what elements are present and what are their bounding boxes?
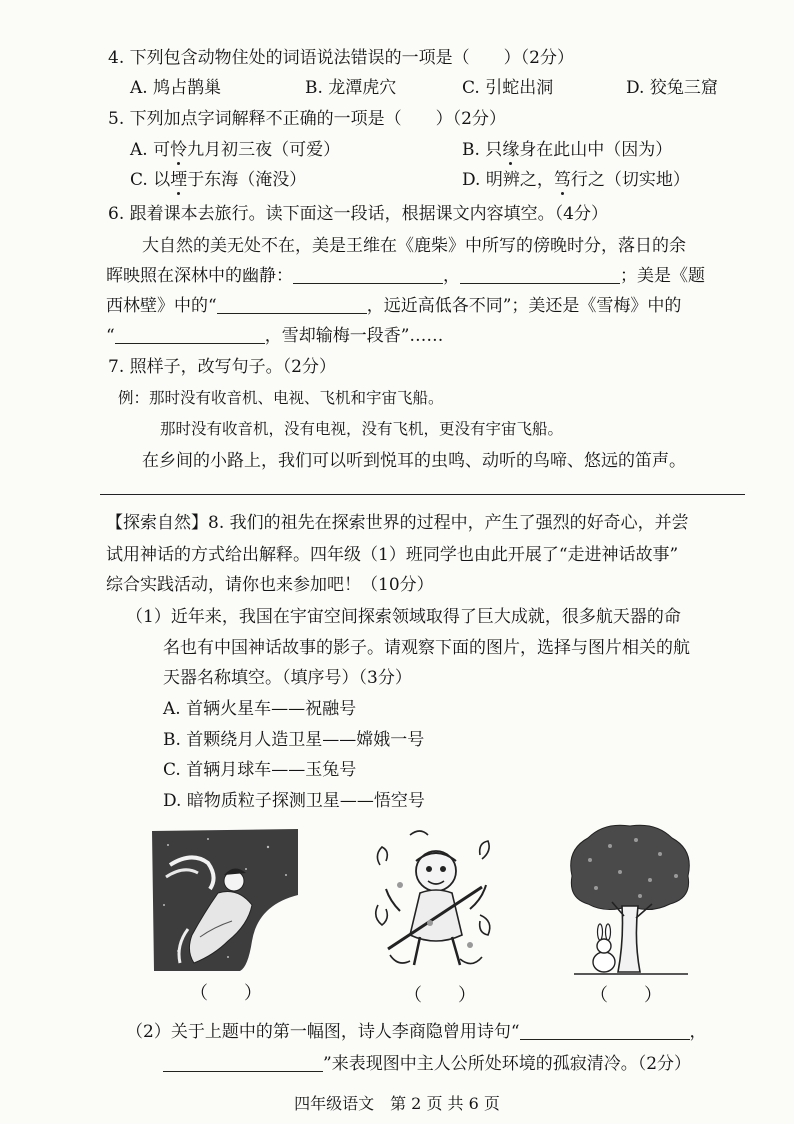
section-divider: [100, 494, 745, 495]
q5-option-b: B. 只缘身在此山中（因为）: [462, 140, 673, 160]
q8-option-a: A. 首辆火星车——祝融号: [163, 699, 357, 719]
q6-line-4: “ ，雪却输梅一段香”……: [106, 326, 444, 346]
q5-option-d: D. 明辨之，笃行之（切实地）: [462, 170, 690, 190]
q8-line-2: 试用神话的方式给出解释。四年级（1）班同学也由此开展了“走进神话故事”: [106, 545, 679, 565]
q8-line-3: 综合实践活动，请你也来参加吧！（10分）: [106, 575, 434, 595]
q6-stem: 6. 跟着课本去旅行。读下面这一段话，根据课文内容填空。（4分）: [108, 204, 608, 224]
answer-paren-2[interactable]: （ ）: [404, 985, 476, 1006]
q4-option-a: A. 鸠占鹊巢: [130, 78, 222, 98]
q8-option-d: D. 暗物质粒子探测卫星——悟空号: [163, 791, 425, 811]
q4-option-d: D. 狡兔三窟: [626, 78, 718, 98]
q4-stem: 4. 下列包含动物住处的词语说法错误的一项是（ ）（2分）: [108, 48, 574, 68]
q5-stem: 5. 下列加点字词解释不正确的一项是（ ）（2分）: [108, 109, 506, 129]
fill-blank[interactable]: [520, 1021, 690, 1040]
q6-line-2: 晖映照在深林中的幽静： ， ；美是《题: [106, 266, 705, 286]
q8-part1-line-2: 名也有中国神话故事的影子。请观察下面的图片，选择与图片相关的航: [163, 638, 690, 658]
monkey-king-picture: [370, 825, 500, 975]
fill-blank[interactable]: [460, 265, 620, 284]
dotted-char: 笃: [553, 170, 571, 190]
q8-option-b: B. 首颗绕月人造卫星——嫦娥一号: [163, 730, 425, 750]
fill-blank[interactable]: [163, 1053, 323, 1072]
q8-part2-line-2: ”来表现图中主人公所处环境的孤寂清冷。（2分）: [163, 1052, 691, 1076]
fill-blank[interactable]: [293, 265, 443, 284]
q4-option-c: C. 引蛇出洞: [462, 78, 554, 98]
dotted-char: 堙: [170, 170, 188, 190]
q8-part2-line-1: （2）关于上题中的第一幅图，诗人李商隐曾用诗句“ ，: [126, 1022, 707, 1042]
q5-option-c: C. 以堙于东海（淹没）: [130, 170, 307, 190]
page-footer: 四年级语文 第 2 页 共 6 页: [294, 1094, 500, 1113]
dotted-char: 缘: [502, 140, 520, 160]
q8-option-c: C. 首辆月球车——玉兔号: [163, 760, 357, 780]
answer-paren-3[interactable]: （ ）: [590, 985, 662, 1006]
answer-paren-1[interactable]: （ ）: [190, 983, 262, 1004]
q7-task-sentence: 在乡间的小路上，我们可以听到悦耳的虫鸣、动听的鸟啼、悠远的笛声。: [142, 451, 686, 471]
q8-line-1: 【探索自然】8. 我们的祖先在探索世界的过程中，产生了强烈的好奇心，并尝: [106, 513, 689, 533]
fill-blank[interactable]: [217, 295, 367, 314]
q7-example-2: 那时没有收音机，没有电视，没有飞机，更没有宇宙飞船。: [160, 420, 564, 438]
dotted-char: 怜: [170, 140, 188, 160]
q8-part1-line-3: 天器名称填空。（填序号）（3分）: [163, 668, 412, 688]
q6-line-3: 西林壁》中的“ ，远近高低各不同”；美还是《雪梅》中的: [106, 296, 682, 316]
q6-line-1: 大自然的美无处不在，美是王维在《鹿柴》中所写的傍晚时分，落日的余: [142, 236, 686, 256]
q7-stem: 7. 照样子，改写句子。（2分）: [108, 357, 336, 377]
q8-part1-line-1: （1）近年来，我国在宇宙空间探索领域取得了巨大成就，很多航天器的命: [126, 607, 681, 627]
fill-blank[interactable]: [115, 325, 265, 344]
q5-option-a: A. 可怜九月初三夜（可爱）: [130, 140, 341, 160]
q4-option-b: B. 龙潭虎穴: [305, 78, 397, 98]
q7-example-1: 例：那时没有收音机、电视、飞机和宇宙飞船。: [118, 389, 444, 407]
jade-rabbit-tree-picture: [560, 820, 700, 978]
change-moon-picture: [148, 825, 308, 973]
